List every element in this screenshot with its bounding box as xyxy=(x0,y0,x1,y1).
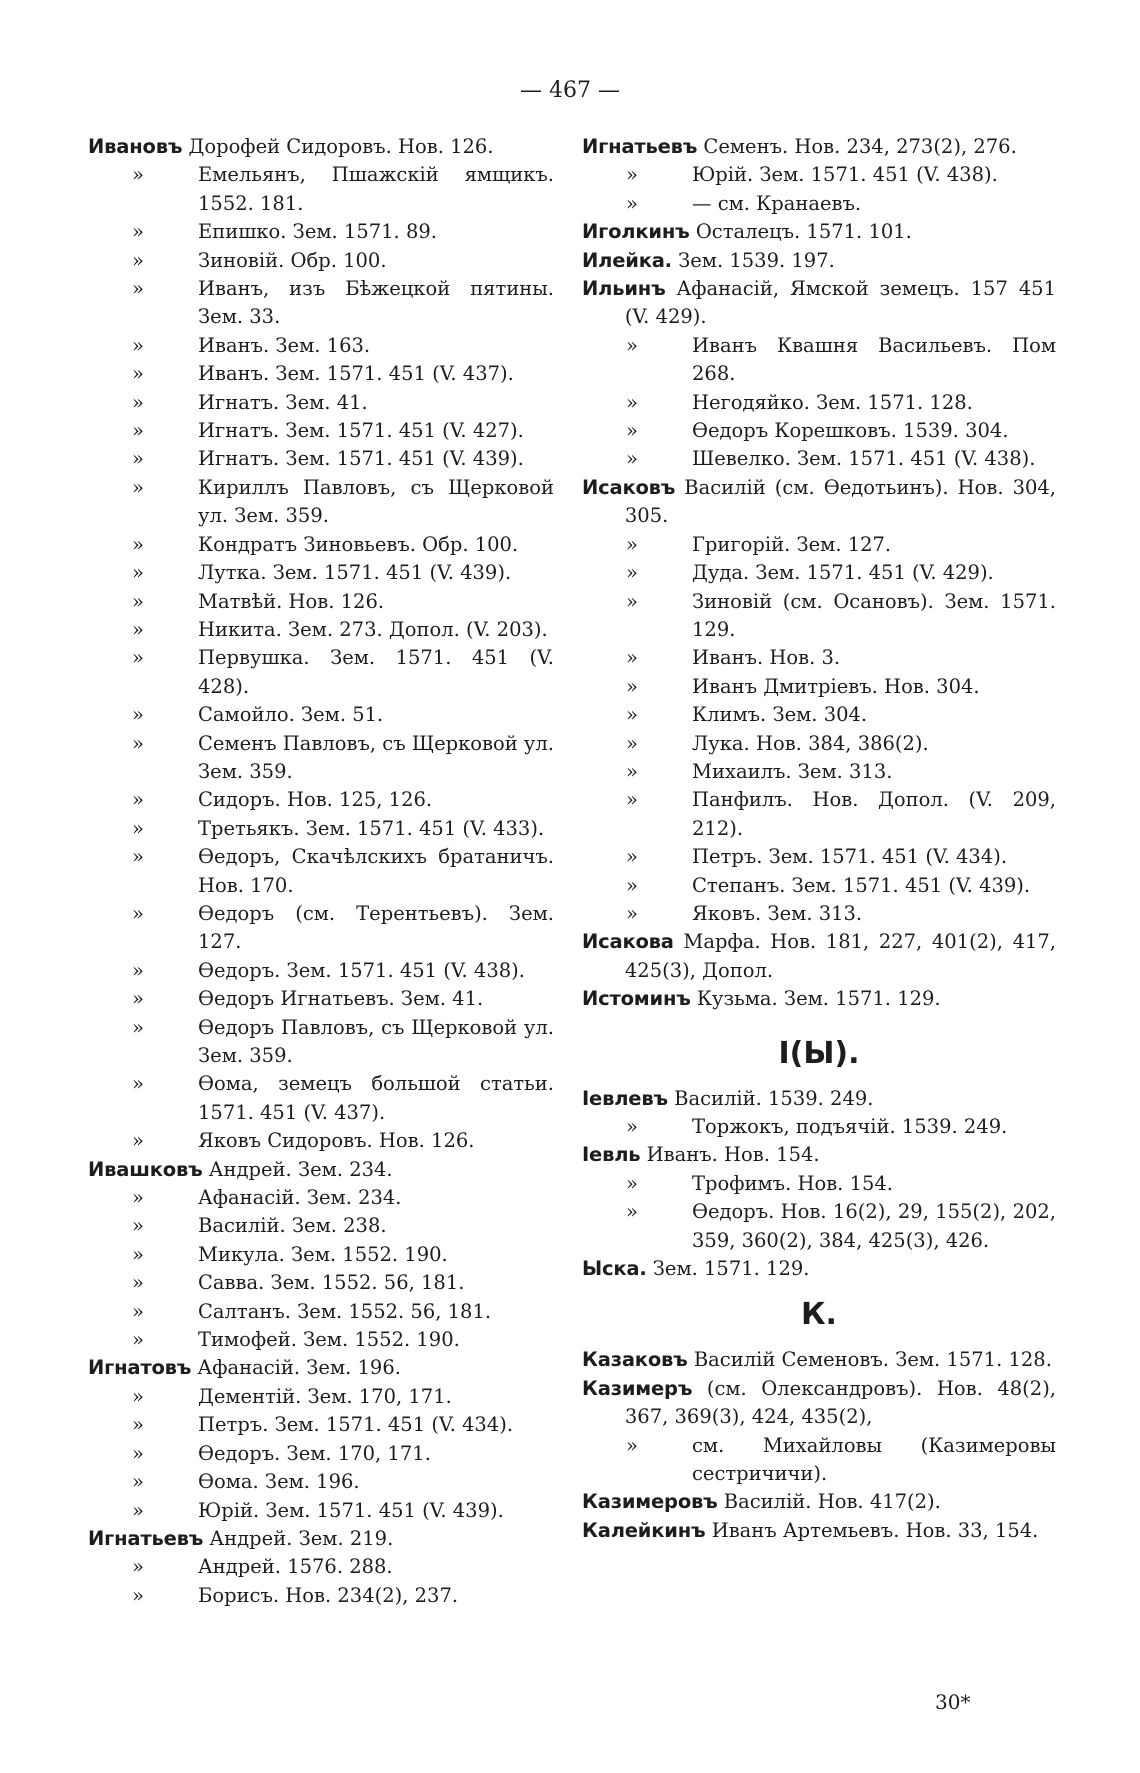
index-subentry xyxy=(88,1269,554,1297)
surname: Ильинъ xyxy=(582,277,666,301)
entry-text: Андрей. Зем. 219. xyxy=(203,1526,394,1550)
left-column xyxy=(88,133,554,1610)
ditto-mark: » xyxy=(132,390,144,414)
entry-text: (см. Олександровъ). Нов. 48(2), 367, 369(3), 424, 435(2), xyxy=(624,1376,1056,1429)
entry-text: Лука. Нов. 384, 386(2). xyxy=(692,731,929,755)
signature-mark: 30* xyxy=(935,1690,971,1714)
index-subentry xyxy=(88,1497,554,1525)
ditto-mark: » xyxy=(132,277,144,301)
ditto-mark: » xyxy=(132,1555,144,1579)
section-heading: К. xyxy=(801,1297,837,1333)
entry-text: Осталецъ. 1571. 101. xyxy=(689,220,912,244)
entry-text: Василій (см. Өедотьинъ). Нов. 304, 305. xyxy=(624,475,1056,528)
surname: Казимеръ xyxy=(582,1376,693,1400)
entry-text: Зем. 1571. 129. xyxy=(646,1257,810,1281)
entry-text: Өома, земецъ большой статьи. 1571. 451 (V. 437). xyxy=(198,1072,554,1124)
ditto-mark: » xyxy=(626,646,638,670)
surname: Ыска. xyxy=(582,1257,647,1281)
index-subentry xyxy=(88,616,554,644)
entry-text: Сидоръ. Нов. 125, 126. xyxy=(198,788,433,812)
index-subentry xyxy=(88,559,554,587)
ditto-mark: » xyxy=(132,532,144,556)
ditto-mark: » xyxy=(132,475,144,499)
index-entry xyxy=(582,1141,1056,1169)
ditto-mark: » xyxy=(132,1498,144,1522)
entry-text: Зем. 1539. 197. xyxy=(671,248,835,272)
entry-text: Шевелко. Зем. 1571. 451 (V. 438). xyxy=(692,447,1036,471)
ditto-mark: » xyxy=(626,191,638,215)
entry-text: Борисъ. Нов. 234(2), 237. xyxy=(198,1583,459,1607)
index-subentry xyxy=(88,417,554,445)
index-subentry xyxy=(88,900,554,957)
ditto-mark: » xyxy=(132,248,144,272)
entry-text: Зиновій. Обр. 100. xyxy=(198,248,387,272)
index-entry xyxy=(582,1085,1056,1113)
index-subentry xyxy=(582,872,1056,900)
ditto-mark: » xyxy=(132,362,144,386)
index-entry xyxy=(582,275,1056,332)
entry-text: Никита. Зем. 273. Допол. (V. 203). xyxy=(198,617,548,641)
ditto-mark: » xyxy=(626,561,638,585)
entry-text: Иванъ. Нов. 3. xyxy=(692,646,841,670)
ditto-mark: » xyxy=(626,1433,638,1457)
index-subentry xyxy=(88,644,554,701)
index-subentry xyxy=(88,985,554,1013)
entry-text: — см. Кранаевъ. xyxy=(692,191,862,215)
ditto-mark: » xyxy=(626,731,638,755)
ditto-mark: » xyxy=(132,1441,144,1465)
entry-text: Самойло. Зем. 51. xyxy=(198,703,384,727)
entry-text: Өедоръ, Скачѣлскихъ братаничъ. Нов. 170. xyxy=(198,845,554,897)
ditto-mark: » xyxy=(626,447,638,471)
ditto-mark: » xyxy=(626,589,638,613)
index-subentry xyxy=(88,1383,554,1411)
entry-text: Өедоръ. Зем. 170, 171. xyxy=(198,1441,431,1465)
index-entry xyxy=(582,218,1056,246)
index-subentry xyxy=(88,275,554,332)
ditto-mark: » xyxy=(626,674,638,698)
entry-text: Иванъ. Зем. 163. xyxy=(198,333,371,357)
index-entry xyxy=(582,928,1056,985)
index-subentry xyxy=(88,843,554,900)
index-entry xyxy=(582,985,1056,1013)
entry-text: Юрій. Зем. 1571. 451 (V. 438). xyxy=(692,163,998,187)
entry-text: Степанъ. Зем. 1571. 451 (V. 439). xyxy=(692,873,1031,897)
entry-text: Епишко. Зем. 1571. 89. xyxy=(198,220,437,244)
ditto-mark: » xyxy=(132,845,144,869)
ditto-mark: » xyxy=(132,220,144,244)
entry-text: Емельянъ, Пшажскій ямщикъ. 1552. 181. xyxy=(198,163,554,215)
ditto-mark: » xyxy=(132,419,144,443)
index-subentry xyxy=(88,957,554,985)
entry-text: Өедоръ. Зем. 1571. 451 (V. 438). xyxy=(198,958,525,982)
entry-text: Афанасій, Ямской земецъ. 157 451 (V. 429). xyxy=(624,277,1056,329)
ditto-mark: » xyxy=(132,1470,144,1494)
index-subentry xyxy=(88,815,554,843)
index-entry xyxy=(582,1346,1056,1374)
index-entry xyxy=(582,1517,1056,1545)
entry-text: Салтанъ. Зем. 1552. 56, 181. xyxy=(198,1299,492,1323)
index-subentry xyxy=(582,843,1056,871)
index-subentry xyxy=(88,701,554,729)
index-subentry xyxy=(88,786,554,814)
entry-text: Первушка. Зем. 1571. 451 (V. 428). xyxy=(198,646,554,698)
ditto-mark: » xyxy=(132,1328,144,1352)
index-subentry xyxy=(88,445,554,473)
ditto-mark: » xyxy=(626,1200,638,1224)
ditto-mark: » xyxy=(626,163,638,187)
surname: Исаковъ xyxy=(582,475,676,499)
entry-text: Иванъ. Нов. 154. xyxy=(640,1143,820,1167)
ditto-mark: » xyxy=(132,788,144,812)
index-subentry xyxy=(88,1326,554,1354)
page-number: — 467 — xyxy=(520,78,620,103)
entry-text: см. Михайловы (Казимеровы сестричичи). xyxy=(692,1433,1056,1486)
entry-text: Дуда. Зем. 1571. 451 (V. 429). xyxy=(692,561,994,585)
index-subentry xyxy=(88,218,554,246)
entry-text: Игнатъ. Зем. 1571. 451 (V. 439). xyxy=(198,447,524,471)
entry-text: Петръ. Зем. 1571. 451 (V. 434). xyxy=(198,1413,514,1437)
index-subentry xyxy=(88,1582,554,1610)
entry-text: Андрей. 1576. 288. xyxy=(198,1555,393,1579)
ditto-mark: » xyxy=(132,1072,144,1096)
surname: Казаковъ xyxy=(582,1348,688,1372)
index-subentry xyxy=(88,161,554,218)
ditto-mark: » xyxy=(132,1413,144,1437)
entry-text: Иванъ Артемьевъ. Нов. 33, 154. xyxy=(705,1518,1039,1542)
ditto-mark: » xyxy=(626,788,638,812)
entry-text: Өедоръ Игнатьевъ. Зем. 41. xyxy=(198,987,484,1011)
index-entry xyxy=(582,474,1056,531)
index-subentry xyxy=(582,701,1056,729)
ditto-mark: » xyxy=(132,333,144,357)
entry-text: Негодяйко. Зем. 1571. 128. xyxy=(692,390,973,414)
index-subentry xyxy=(582,161,1056,189)
surname: Иголкинъ xyxy=(582,220,690,244)
entry-text: Василій. Зем. 238. xyxy=(198,1214,387,1238)
index-subentry xyxy=(88,1241,554,1269)
entry-text: Лутка. Зем. 1571. 451 (V. 439). xyxy=(198,561,512,585)
ditto-mark: » xyxy=(132,617,144,641)
surname: Ивановъ xyxy=(88,135,183,158)
surname: Игнатьевъ xyxy=(582,135,698,158)
ditto-mark: » xyxy=(132,1384,144,1408)
entry-text: Микула. Зем. 1552. 190. xyxy=(198,1242,448,1266)
entry-text: Матвѣй. Нов. 126. xyxy=(198,589,385,613)
entry-text: Климъ. Зем. 304. xyxy=(692,703,868,727)
surname: Илейка. xyxy=(582,248,672,272)
entry-text: Иванъ Квашня Васильевъ. Пом 268. xyxy=(692,333,1056,386)
entry-text: Торжокъ, подъячій. 1539. 249. xyxy=(692,1115,1008,1138)
entry-text: Афанасій. Зем. 196. xyxy=(191,1356,401,1380)
index-entry xyxy=(582,1375,1056,1432)
entry-text: Василій Семеновъ. Зем. 1571. 128. xyxy=(687,1348,1052,1372)
index-subentry xyxy=(582,559,1056,587)
entry-text: Григорій. Зем. 127. xyxy=(692,532,892,556)
index-subentry xyxy=(582,332,1056,389)
index-subentry xyxy=(88,474,554,531)
index-subentry xyxy=(582,786,1056,843)
entry-text: Өома. Зем. 196. xyxy=(198,1470,360,1494)
index-entry xyxy=(88,1156,554,1184)
ditto-mark: » xyxy=(132,1299,144,1323)
right-column xyxy=(582,133,1056,1545)
entry-text: Михаилъ. Зем. 313. xyxy=(692,759,893,783)
index-subentry xyxy=(582,644,1056,672)
index-subentry xyxy=(88,1127,554,1155)
ditto-mark: » xyxy=(626,333,638,357)
ditto-mark: » xyxy=(132,958,144,982)
ditto-mark: » xyxy=(132,1583,144,1607)
entry-text: Иванъ. Зем. 1571. 451 (V. 437). xyxy=(198,362,514,386)
surname: Калейкинъ xyxy=(582,1518,706,1542)
index-subentry xyxy=(88,1298,554,1326)
index-subentry xyxy=(88,730,554,787)
entry-text: Андрей. Зем. 234. xyxy=(202,1157,393,1181)
entry-text: Панфилъ. Нов. Допол. (V. 209, 212). xyxy=(692,788,1056,840)
entry-text: Кириллъ Павловъ, съ Щерковой ул. Зем. 359. xyxy=(198,475,554,528)
entry-text: Трофимъ. Нов. 154. xyxy=(692,1171,893,1195)
index-subentry xyxy=(582,190,1056,218)
surname: Исакова xyxy=(582,930,674,954)
index-subentry xyxy=(88,531,554,559)
section-heading: І(Ы). xyxy=(778,1035,860,1071)
index-entry xyxy=(88,133,554,161)
index-entry xyxy=(88,1354,554,1382)
index-subentry xyxy=(88,332,554,360)
entry-text: Юрій. Зем. 1571. 451 (V. 439). xyxy=(198,1498,504,1522)
ditto-mark: » xyxy=(626,703,638,727)
ditto-mark: » xyxy=(132,163,144,187)
entry-text: Игнатъ. Зем. 1571. 451 (V. 427). xyxy=(198,419,524,443)
ditto-mark: » xyxy=(132,901,144,925)
surname: Истоминъ xyxy=(582,987,691,1011)
index-subentry xyxy=(88,1468,554,1496)
ditto-mark: » xyxy=(626,532,638,556)
index-subentry xyxy=(88,588,554,616)
ditto-mark: » xyxy=(626,901,638,925)
index-subentry xyxy=(582,1198,1056,1255)
entry-text: Игнатъ. Зем. 41. xyxy=(198,390,368,414)
ditto-mark: » xyxy=(132,1271,144,1295)
ditto-mark: » xyxy=(132,1129,144,1153)
entry-text: Өедоръ. Нов. 16(2), 29, 155(2), 202, 359, 360(2), 384, 425(3), 426. xyxy=(692,1200,1056,1252)
index-subentry xyxy=(582,900,1056,928)
ditto-mark: » xyxy=(132,589,144,613)
entry-text: Яковъ Сидоровъ. Нов. 126. xyxy=(198,1129,475,1153)
entry-text: Өедоръ Корешковъ. 1539. 304. xyxy=(692,419,1009,443)
entry-text: Семенъ Павловъ, съ Щерковой ул. Зем. 359. xyxy=(198,731,554,783)
surname: Игнатьевъ xyxy=(88,1526,204,1550)
ditto-mark: » xyxy=(626,390,638,414)
index-subentry xyxy=(582,531,1056,559)
ditto-mark: » xyxy=(626,1171,638,1195)
entry-text: Яковъ. Зем. 313. xyxy=(692,901,863,925)
entry-text: Иванъ, изъ Бѣжецкой пятины. Зем. 33. xyxy=(198,277,554,329)
entry-text: Өедоръ (см. Терентьевъ). Зем. 127. xyxy=(198,901,554,954)
index-entry xyxy=(582,1488,1056,1516)
surname: Ивашковъ xyxy=(88,1157,203,1181)
entry-text: Дорофей Сидоровъ. Нов. 126. xyxy=(182,135,494,158)
index-subentry xyxy=(582,1170,1056,1198)
entry-text: Афанасій. Зем. 234. xyxy=(198,1186,402,1210)
index-subentry xyxy=(88,1070,554,1127)
ditto-mark: » xyxy=(132,1015,144,1039)
ditto-mark: » xyxy=(132,646,144,670)
index-entry xyxy=(582,1255,1056,1283)
entry-text: Савва. Зем. 1552. 56, 181. xyxy=(198,1271,465,1295)
index-subentry xyxy=(88,1440,554,1468)
ditto-mark: » xyxy=(132,1214,144,1238)
index-subentry xyxy=(582,445,1056,473)
index-subentry xyxy=(88,1184,554,1212)
surname: Іевлевъ xyxy=(582,1086,668,1110)
index-entry xyxy=(88,1525,554,1553)
entry-text: Кузьма. Зем. 1571. 129. xyxy=(690,987,941,1011)
entry-text: Василій. Нов. 417(2). xyxy=(717,1490,941,1514)
index-subentry xyxy=(88,1411,554,1439)
entry-text: Третьякъ. Зем. 1571. 451 (V. 433). xyxy=(198,816,545,840)
index-subentry xyxy=(88,389,554,417)
entry-text: Кондратъ Зиновьевъ. Обр. 100. xyxy=(198,532,519,556)
entry-text: Василій. 1539. 249. xyxy=(667,1086,874,1110)
index-subentry xyxy=(582,1432,1056,1489)
surname: Іевль xyxy=(582,1143,641,1167)
entry-text: Марфа. Нов. 181, 227, 401(2), 417, 425(3), Допол. xyxy=(624,930,1056,982)
entry-text: Зиновій (см. Осановъ). Зем. 1571. 129. xyxy=(692,589,1056,641)
entry-text: Өедоръ Павловъ, съ Щерковой ул. Зем. 359. xyxy=(198,1015,554,1067)
index-subentry xyxy=(582,758,1056,786)
ditto-mark: » xyxy=(132,731,144,755)
index-subentry xyxy=(582,730,1056,758)
entry-text: Иванъ Дмитріевъ. Нов. 304. xyxy=(692,674,980,698)
ditto-mark: » xyxy=(132,816,144,840)
ditto-mark: » xyxy=(626,873,638,897)
entry-text: Дементій. Зем. 170, 171. xyxy=(198,1384,452,1408)
index-subentry xyxy=(582,389,1056,417)
ditto-mark: » xyxy=(626,419,638,443)
index-subentry xyxy=(88,360,554,388)
ditto-mark: » xyxy=(132,703,144,727)
ditto-mark: » xyxy=(626,759,638,783)
ditto-mark: » xyxy=(626,1115,638,1138)
entry-text: Тимофей. Зем. 1552. 190. xyxy=(198,1328,460,1352)
index-subentry xyxy=(582,588,1056,645)
index-subentry xyxy=(88,1212,554,1240)
entry-text: Петръ. Зем. 1571. 451 (V. 434). xyxy=(692,845,1008,869)
index-subentry xyxy=(88,1014,554,1071)
index-subentry xyxy=(582,673,1056,701)
ditto-mark: » xyxy=(132,447,144,471)
index-entry xyxy=(582,247,1056,275)
ditto-mark: » xyxy=(626,845,638,869)
entry-text: Семенъ. Нов. 234, 273(2), 276. xyxy=(697,135,1017,158)
index-subentry xyxy=(88,247,554,275)
ditto-mark: » xyxy=(132,1242,144,1266)
ditto-mark: » xyxy=(132,1186,144,1210)
index-subentry xyxy=(582,417,1056,445)
index-entry xyxy=(582,133,1056,161)
index-subentry xyxy=(88,1553,554,1581)
ditto-mark: » xyxy=(132,987,144,1011)
index-subentry xyxy=(582,1113,1056,1141)
surname: Казимеровъ xyxy=(582,1490,718,1514)
ditto-mark: » xyxy=(132,561,144,585)
surname: Игнатовъ xyxy=(88,1356,192,1380)
